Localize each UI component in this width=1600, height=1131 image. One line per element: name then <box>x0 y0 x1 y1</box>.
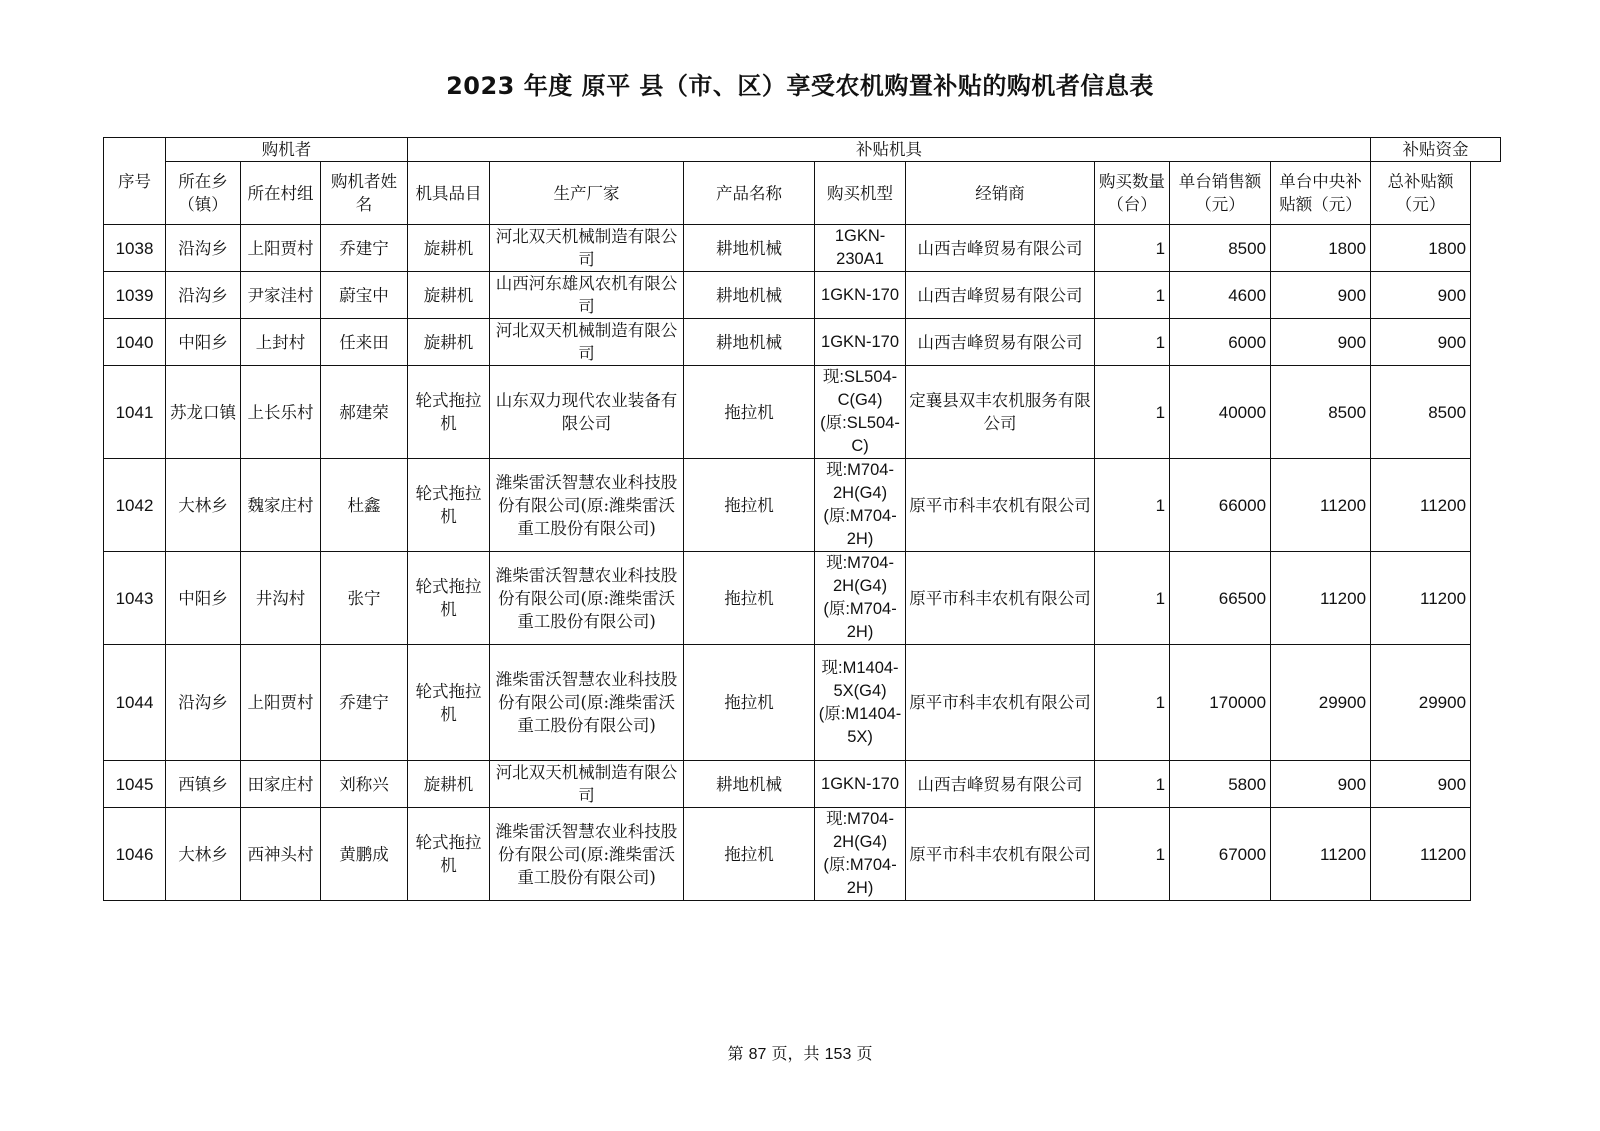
row-category: 旋耕机 <box>408 761 490 808</box>
row-buyer-name: 郝建荣 <box>321 366 408 459</box>
footer-middle: 页，共 <box>771 1044 820 1063</box>
row-seq: 1043 <box>104 552 166 645</box>
row-dealer: 定襄县双丰农机服务有限公司 <box>906 366 1095 459</box>
header-quantity: 购买数量（台） <box>1095 162 1170 225</box>
header-model: 购买机型 <box>815 162 906 225</box>
row-village: 上长乐村 <box>241 366 321 459</box>
row-central-subsidy: 29900 <box>1271 645 1371 761</box>
row-central-subsidy: 11200 <box>1271 808 1371 901</box>
row-buyer-name: 杜鑫 <box>321 459 408 552</box>
row-product-name: 耕地机械 <box>684 319 815 366</box>
header-town: 所在乡（镇） <box>166 162 241 225</box>
row-unit-price: 6000 <box>1170 319 1271 366</box>
header-dealer: 经销商 <box>906 162 1095 225</box>
table-row <box>104 808 1501 901</box>
header-group-row <box>104 138 1501 162</box>
row-central-subsidy: 900 <box>1271 319 1371 366</box>
header-group-machine: 补贴机具 <box>408 138 1371 162</box>
row-quantity: 1 <box>1095 552 1170 645</box>
row-village: 田家庄村 <box>241 761 321 808</box>
row-category: 轮式拖拉机 <box>408 645 490 761</box>
page-title: 2023 年度 原平 县（市、区）享受农机购置补贴的购机者信息表 <box>446 72 1154 100</box>
row-model: 1GKN-170 <box>815 319 906 366</box>
row-quantity: 1 <box>1095 319 1170 366</box>
row-seq: 1039 <box>104 272 166 319</box>
row-buyer-name: 刘称兴 <box>321 761 408 808</box>
row-seq: 1042 <box>104 459 166 552</box>
table-row <box>104 319 1501 366</box>
row-central-subsidy: 900 <box>1271 272 1371 319</box>
row-quantity: 1 <box>1095 459 1170 552</box>
row-total-subsidy: 8500 <box>1371 366 1471 459</box>
row-central-subsidy: 11200 <box>1271 552 1371 645</box>
row-total-subsidy: 11200 <box>1371 459 1471 552</box>
row-manufacturer: 山西河东雄风农机有限公司 <box>490 272 684 319</box>
row-category: 旋耕机 <box>408 225 490 272</box>
page-footer <box>0 1041 1600 1064</box>
row-manufacturer: 潍柴雷沃智慧农业科技股份有限公司(原:潍柴雷沃重工股份有限公司) <box>490 552 684 645</box>
row-buyer-name: 黄鹏成 <box>321 808 408 901</box>
row-seq: 1041 <box>104 366 166 459</box>
row-quantity: 1 <box>1095 225 1170 272</box>
row-seq: 1046 <box>104 808 166 901</box>
header-total-subsidy: 总补贴额（元） <box>1371 162 1471 225</box>
row-model: 1GKN-230A1 <box>815 225 906 272</box>
row-total-subsidy: 900 <box>1371 319 1471 366</box>
row-manufacturer: 潍柴雷沃智慧农业科技股份有限公司(原:潍柴雷沃重工股份有限公司) <box>490 645 684 761</box>
row-town: 苏龙口镇 <box>166 366 241 459</box>
row-product-name: 拖拉机 <box>684 808 815 901</box>
row-town: 沿沟乡 <box>166 225 241 272</box>
row-product-name: 耕地机械 <box>684 225 815 272</box>
row-model: 现:SL504-C(G4)(原:SL504-C) <box>815 366 906 459</box>
header-central-subsidy: 单台中央补贴额（元） <box>1271 162 1371 225</box>
row-town: 沿沟乡 <box>166 645 241 761</box>
row-total-subsidy: 900 <box>1371 272 1471 319</box>
row-manufacturer: 潍柴雷沃智慧农业科技股份有限公司(原:潍柴雷沃重工股份有限公司) <box>490 808 684 901</box>
row-dealer: 山西吉峰贸易有限公司 <box>906 761 1095 808</box>
row-unit-price: 66000 <box>1170 459 1271 552</box>
table-row <box>104 645 1501 761</box>
row-quantity: 1 <box>1095 761 1170 808</box>
row-category: 旋耕机 <box>408 319 490 366</box>
row-unit-price: 5800 <box>1170 761 1271 808</box>
row-manufacturer: 河北双天机械制造有限公司 <box>490 225 684 272</box>
row-total-subsidy: 11200 <box>1371 808 1471 901</box>
footer-suffix: 页 <box>856 1044 873 1063</box>
row-unit-price: 8500 <box>1170 225 1271 272</box>
row-manufacturer: 山东双力现代农业装备有限公司 <box>490 366 684 459</box>
footer-prefix: 第 <box>727 1044 744 1063</box>
row-dealer: 原平市科丰农机有限公司 <box>906 808 1095 901</box>
footer-page: 87 <box>748 1046 767 1063</box>
row-category: 轮式拖拉机 <box>408 552 490 645</box>
row-total-subsidy: 900 <box>1371 761 1471 808</box>
row-seq: 1045 <box>104 761 166 808</box>
row-model: 现:M704-2H(G4)(原:M704-2H) <box>815 552 906 645</box>
row-unit-price: 170000 <box>1170 645 1271 761</box>
row-unit-price: 66500 <box>1170 552 1271 645</box>
row-model: 现:M704-2H(G4)(原:M704-2H) <box>815 808 906 901</box>
header-group-buyer: 购机者 <box>166 138 408 162</box>
row-buyer-name: 蔚宝中 <box>321 272 408 319</box>
row-category: 轮式拖拉机 <box>408 459 490 552</box>
row-central-subsidy: 1800 <box>1271 225 1371 272</box>
row-unit-price: 4600 <box>1170 272 1271 319</box>
row-seq: 1044 <box>104 645 166 761</box>
row-quantity: 1 <box>1095 808 1170 901</box>
row-product-name: 拖拉机 <box>684 366 815 459</box>
row-dealer: 山西吉峰贸易有限公司 <box>906 225 1095 272</box>
row-manufacturer: 河北双天机械制造有限公司 <box>490 761 684 808</box>
row-seq: 1040 <box>104 319 166 366</box>
row-dealer: 原平市科丰农机有限公司 <box>906 552 1095 645</box>
row-category: 轮式拖拉机 <box>408 808 490 901</box>
row-total-subsidy: 11200 <box>1371 552 1471 645</box>
row-product-name: 耕地机械 <box>684 761 815 808</box>
row-manufacturer: 潍柴雷沃智慧农业科技股份有限公司(原:潍柴雷沃重工股份有限公司) <box>490 459 684 552</box>
row-village: 上封村 <box>241 319 321 366</box>
row-village: 上阳贾村 <box>241 225 321 272</box>
table-row <box>104 366 1501 459</box>
row-unit-price: 67000 <box>1170 808 1271 901</box>
row-town: 中阳乡 <box>166 552 241 645</box>
row-buyer-name: 任来田 <box>321 319 408 366</box>
row-category: 轮式拖拉机 <box>408 366 490 459</box>
row-town: 大林乡 <box>166 808 241 901</box>
row-unit-price: 40000 <box>1170 366 1271 459</box>
row-quantity: 1 <box>1095 645 1170 761</box>
row-model: 现:M1404-5X(G4)(原:M1404-5X) <box>815 645 906 761</box>
row-buyer-name: 乔建宁 <box>321 225 408 272</box>
footer-total-pages: 153 <box>824 1046 852 1063</box>
row-central-subsidy: 11200 <box>1271 459 1371 552</box>
table-row <box>104 225 1501 272</box>
header-unit-price: 单台销售额（元） <box>1170 162 1271 225</box>
table-row <box>104 459 1501 552</box>
row-seq: 1038 <box>104 225 166 272</box>
row-manufacturer: 河北双天机械制造有限公司 <box>490 319 684 366</box>
row-town: 沿沟乡 <box>166 272 241 319</box>
header-manufacturer: 生产厂家 <box>490 162 684 225</box>
row-village: 尹家洼村 <box>241 272 321 319</box>
row-buyer-name: 乔建宁 <box>321 645 408 761</box>
row-dealer: 原平市科丰农机有限公司 <box>906 645 1095 761</box>
table-row <box>104 552 1501 645</box>
row-model: 现:M704-2H(G4)(原:M704-2H) <box>815 459 906 552</box>
row-total-subsidy: 29900 <box>1371 645 1471 761</box>
row-central-subsidy: 8500 <box>1271 366 1371 459</box>
row-total-subsidy: 1800 <box>1371 225 1471 272</box>
row-category: 旋耕机 <box>408 272 490 319</box>
row-central-subsidy: 900 <box>1271 761 1371 808</box>
row-model: 1GKN-170 <box>815 761 906 808</box>
header-seq: 序号 <box>104 138 166 225</box>
row-product-name: 耕地机械 <box>684 272 815 319</box>
row-town: 西镇乡 <box>166 761 241 808</box>
subsidy-table <box>103 137 1501 901</box>
table-row <box>104 761 1501 808</box>
row-town: 中阳乡 <box>166 319 241 366</box>
header-buyer-name: 购机者姓名 <box>321 162 408 225</box>
table-row <box>104 272 1501 319</box>
header-row <box>104 162 1501 225</box>
row-product-name: 拖拉机 <box>684 552 815 645</box>
row-village: 西神头村 <box>241 808 321 901</box>
header-product-name: 产品名称 <box>684 162 815 225</box>
header-group-funds: 补贴资金 <box>1371 138 1501 162</box>
row-product-name: 拖拉机 <box>684 645 815 761</box>
row-dealer: 原平市科丰农机有限公司 <box>906 459 1095 552</box>
row-town: 大林乡 <box>166 459 241 552</box>
row-model: 1GKN-170 <box>815 272 906 319</box>
row-village: 上阳贾村 <box>241 645 321 761</box>
header-village: 所在村组 <box>241 162 321 225</box>
row-village: 魏家庄村 <box>241 459 321 552</box>
header-category: 机具品目 <box>408 162 490 225</box>
row-dealer: 山西吉峰贸易有限公司 <box>906 319 1095 366</box>
row-dealer: 山西吉峰贸易有限公司 <box>906 272 1095 319</box>
row-quantity: 1 <box>1095 366 1170 459</box>
row-product-name: 拖拉机 <box>684 459 815 552</box>
row-village: 井沟村 <box>241 552 321 645</box>
row-buyer-name: 张宁 <box>321 552 408 645</box>
row-quantity: 1 <box>1095 272 1170 319</box>
